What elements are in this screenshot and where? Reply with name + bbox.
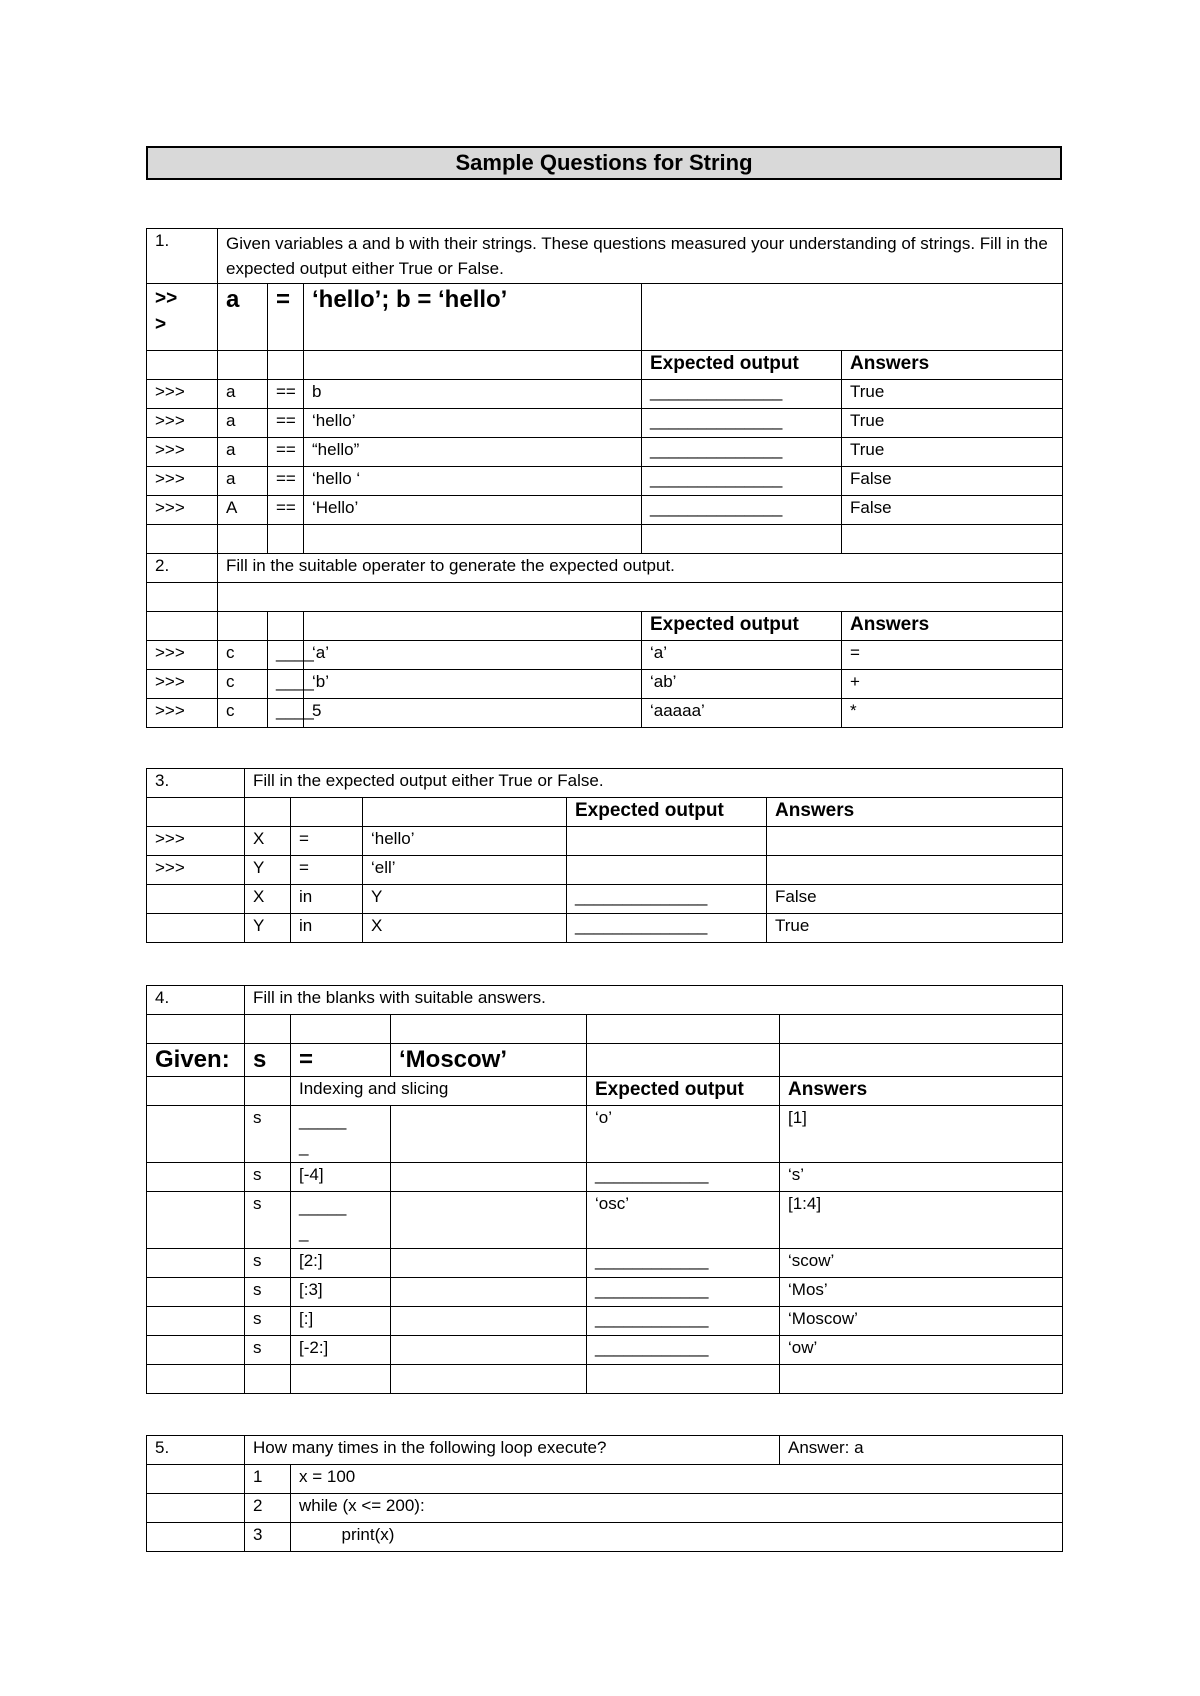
page-title: Sample Questions for String [146,146,1062,180]
table-row: >>> A == ‘Hello’ ______________ False [147,496,1063,525]
table-row: >>> a == ‘hello’ ______________ True [147,409,1063,438]
answer-blank[interactable]: ______________ [642,438,842,467]
given-label: Given: [147,1044,245,1077]
header-answers: Answers [780,1077,1063,1106]
table-row: >>> Y = ‘ell’ [147,856,1063,885]
header-answers: Answers [842,612,1063,641]
operator-blank[interactable]: ____ [268,641,304,670]
table-row: >>> a == b ______________ True [147,380,1063,409]
given-var: s [245,1044,291,1077]
table-row: >>> c ____ ‘a’ ‘a’ = [147,641,1063,670]
table-row: s [2:] ____________ ‘scow’ [147,1249,1063,1278]
question-number: 4. [147,986,245,1015]
answer-text: Answer: a [780,1436,1063,1465]
table-row: s _____ _ ‘o’ [1] [147,1106,1063,1163]
answer-blank[interactable]: ____________ [587,1249,780,1278]
table-row: s [-4] ____________ ‘s’ [147,1163,1063,1192]
header-expected-output: Expected output [587,1077,780,1106]
question-3-table [146,768,1063,943]
question-text: How many times in the following loop execute? [245,1436,780,1465]
prompt-cell: >> > [147,284,218,351]
header-expected-output: Expected output [642,351,842,380]
code-line: 1 x = 100 [147,1465,1063,1494]
question-1-table [146,228,1063,728]
table-row: s [:] ____________ ‘Moscow’ [147,1307,1063,1336]
given-value: ‘Moscow’ [391,1044,587,1077]
header-expected-output: Expected output [642,612,842,641]
operator-blank[interactable]: ____ [268,699,304,728]
table-row: Y in X ______________ True [147,914,1063,943]
given-eq: = [291,1044,391,1077]
table-row: s [-2:] ____________ ‘ow’ [147,1336,1063,1365]
index-blank[interactable]: _____ _ [291,1192,391,1249]
given-eq: = [268,284,304,351]
table-row: X in Y ______________ False [147,885,1063,914]
index-blank[interactable]: _____ _ [291,1106,391,1163]
answer-blank[interactable]: ____________ [587,1163,780,1192]
operator-blank[interactable]: ____ [268,670,304,699]
header-indexing: Indexing and slicing [291,1077,587,1106]
question-number: 3. [147,769,245,798]
answer-blank[interactable]: ______________ [567,914,767,943]
table-row: >>> a == ‘hello ‘ ______________ False [147,467,1063,496]
table-row: >>> X = ‘hello’ [147,827,1063,856]
given-var: a [218,284,268,351]
table-row: >>> a == “hello” ______________ True [147,438,1063,467]
question-4-table [146,985,1063,1394]
answer-blank[interactable]: ______________ [642,467,842,496]
given-value: ‘hello’; b = ‘hello’ [304,284,642,351]
question-text: Fill in the expected output either True or False. [245,769,1063,798]
question-number: 2. [147,554,218,583]
header-answers: Answers [767,798,1063,827]
question-text: Fill in the blanks with suitable answers. [245,986,1063,1015]
table-row: s _____ _ ‘osc’ [1:4] [147,1192,1063,1249]
answer-blank[interactable]: ____________ [587,1336,780,1365]
code-line: 3 print(x) [147,1523,1063,1552]
code-line: 2 while (x <= 200): [147,1494,1063,1523]
answer-blank[interactable]: ______________ [642,409,842,438]
question-number: 1. [147,229,218,284]
answer-blank[interactable]: ____________ [587,1307,780,1336]
question-number: 5. [147,1436,245,1465]
answer-blank[interactable]: ____________ [587,1278,780,1307]
question-5-table [146,1435,1063,1552]
header-expected-output: Expected output [567,798,767,827]
answer-blank[interactable]: ______________ [642,380,842,409]
table-row: s [:3] ____________ ‘Mos’ [147,1278,1063,1307]
table-row: >>> c ____ 5 ‘aaaaa’ * [147,699,1063,728]
header-answers: Answers [842,351,1063,380]
answer-blank[interactable]: ______________ [567,885,767,914]
answer-blank[interactable]: ______________ [642,496,842,525]
question-text: Given variables a and b with their strings. These questions measured your understanding of strings. Fill in the expected output either True or False. [218,229,1063,284]
table-row: >>> c ____ ‘b’ ‘ab’ + [147,670,1063,699]
question-text: Fill in the suitable operater to generate the expected output. [218,554,1063,583]
